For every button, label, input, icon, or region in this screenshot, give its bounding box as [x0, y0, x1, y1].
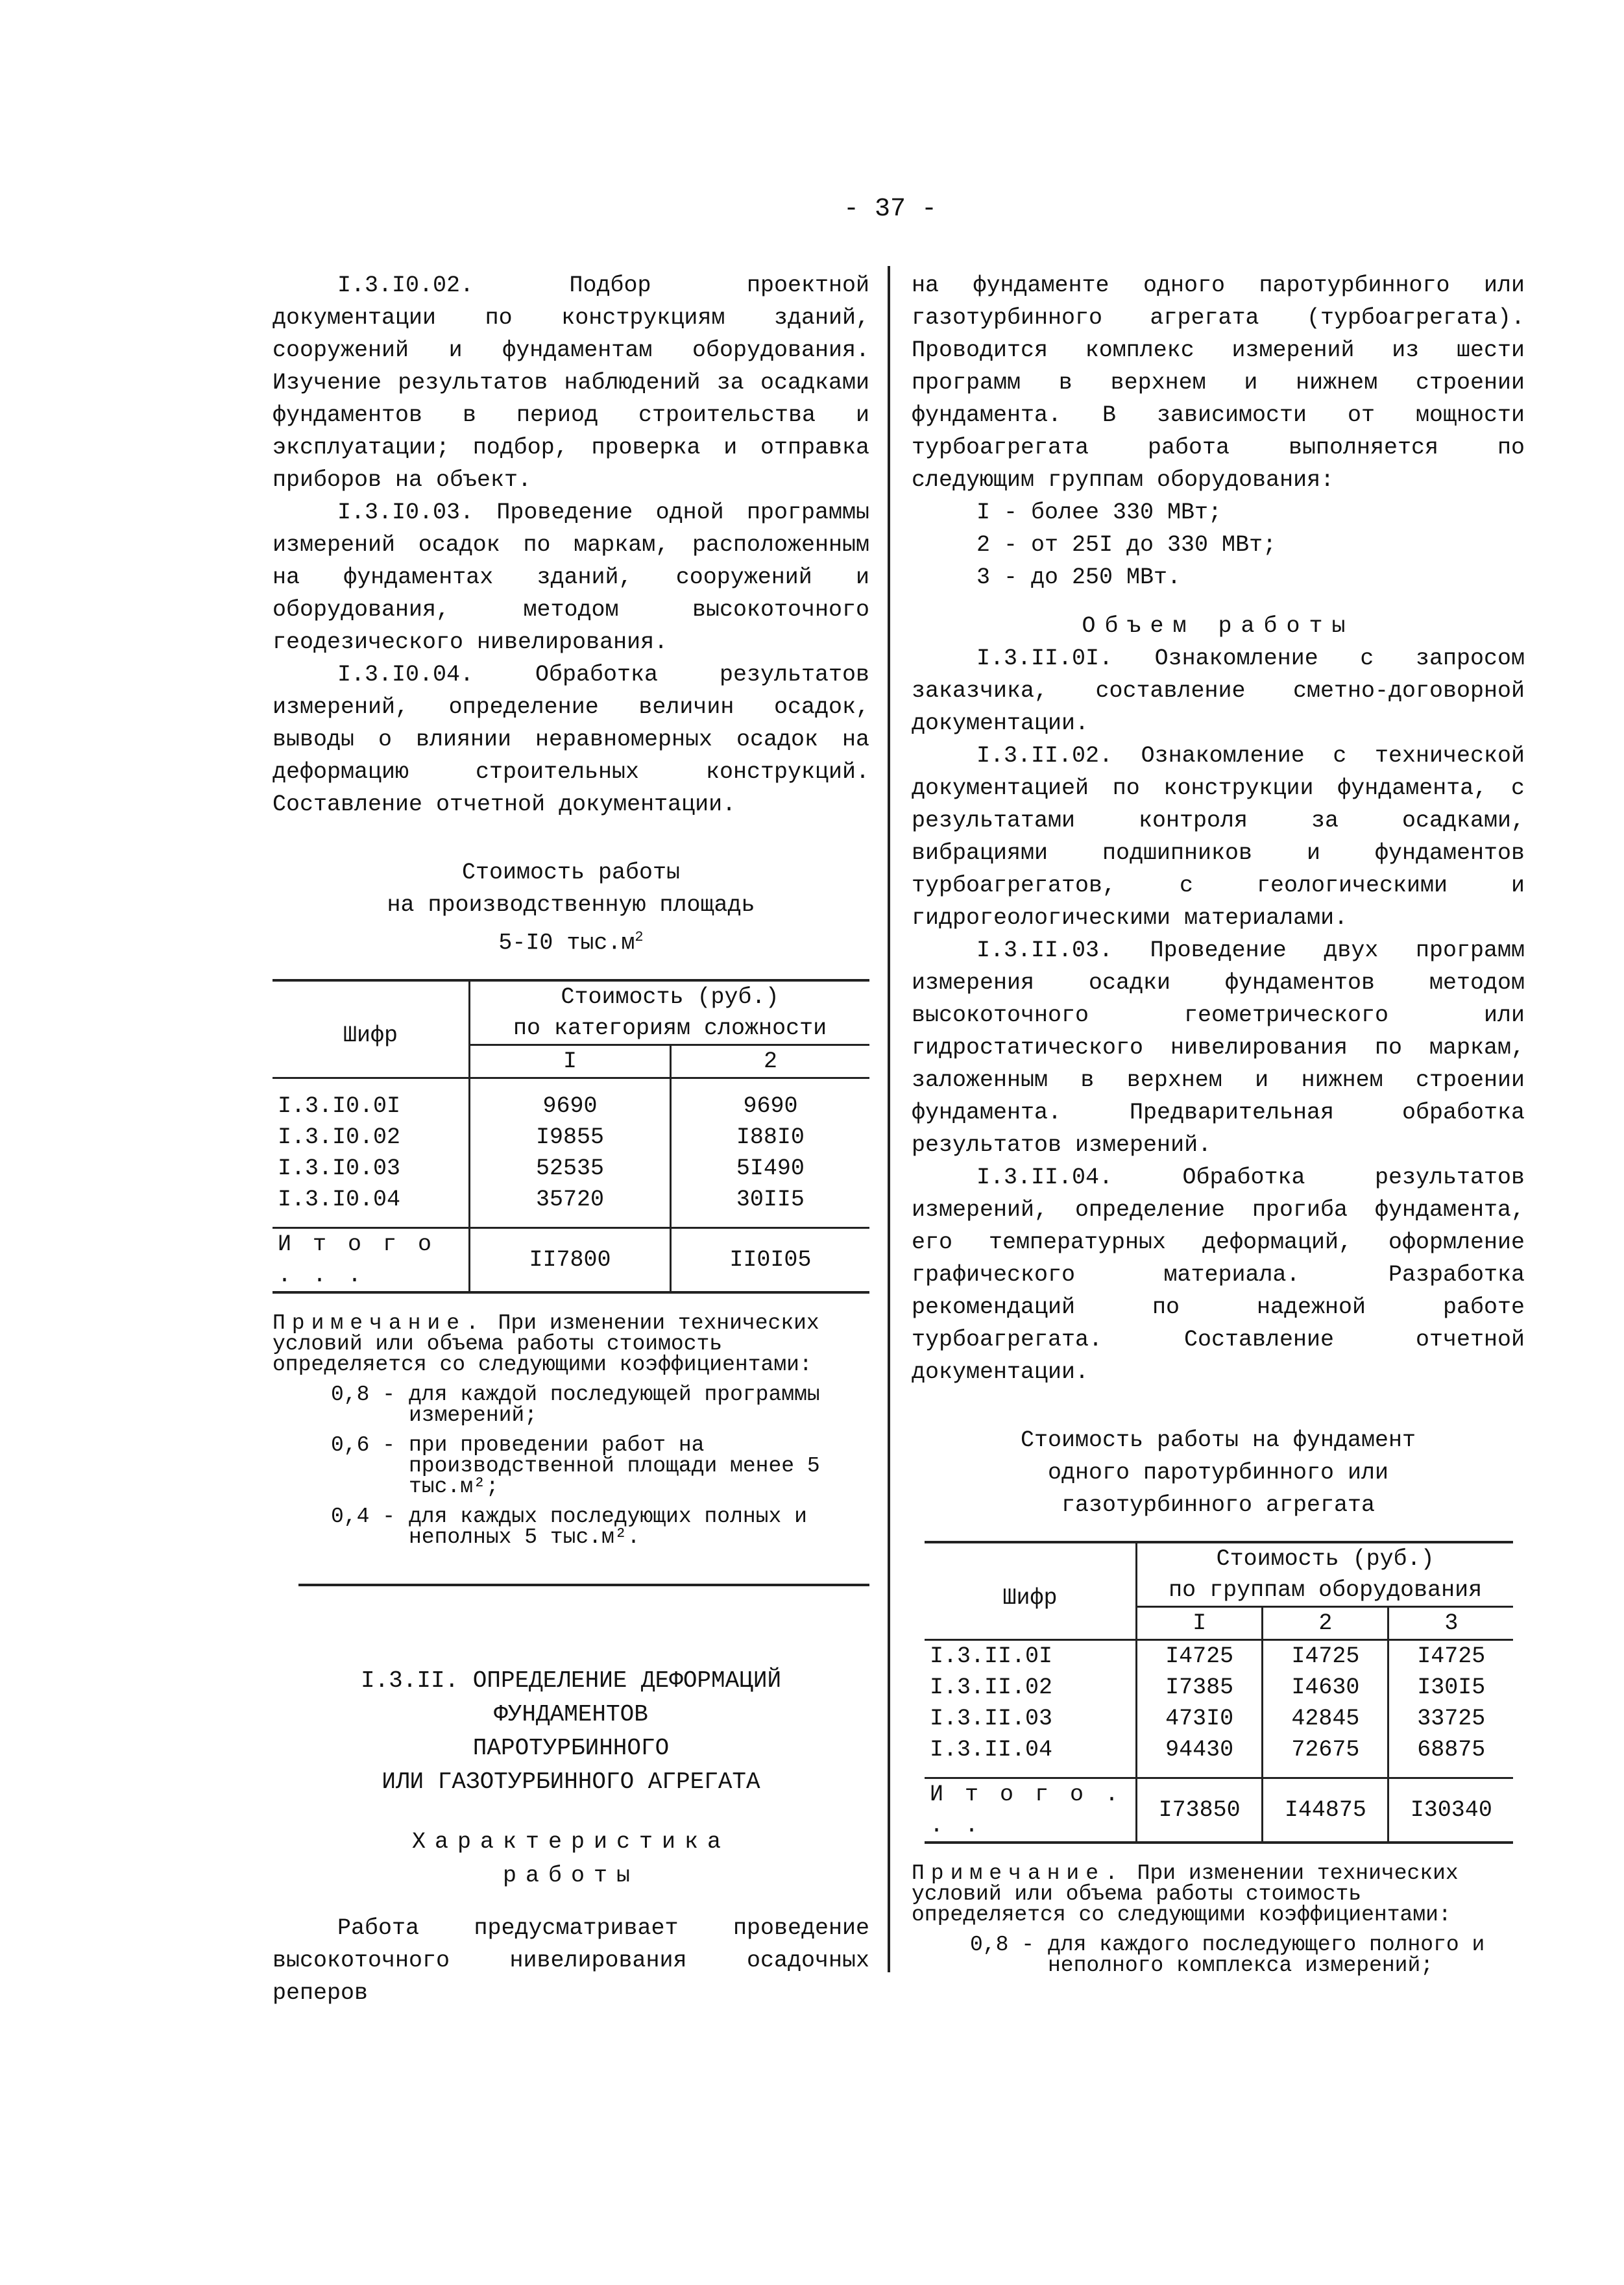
paragraph: I.3.I0.04. Обработка результатов измерений, определение величин осадок, выводы о влиянии неравномерных осадок на деформацию строительных конструкций. Составление отчетной документации.: [273, 662, 869, 817]
list-item: 2 - от 25I до 330 МВт;: [976, 532, 1277, 558]
col-header: 2: [670, 1045, 869, 1078]
header-shifr: Шифр: [343, 1022, 398, 1049]
note-head: Примечание.: [273, 1311, 485, 1335]
paragraph: I.3.I0.03. Проведение одной программы измерений осадок по маркам, расположенным на фундаментах зданий, сооружений и оборудования, методом высокоточного геодезического нивелирования.: [273, 500, 869, 655]
table-row: I.3.I0.04 35720 30II5: [273, 1184, 869, 1215]
paragraph: Работа предусматривает проведение высокоточного нивелирования осадочных реперов: [273, 1915, 869, 2006]
header-cost: [470, 980, 869, 1045]
subsection-title: Объем работы: [1082, 613, 1355, 639]
table-row: I.3.I0.0I 9690 9690: [273, 1091, 869, 1122]
paragraph: на фундаменте одного паротурбинного или газотурбинного агрегата (турбоагрегата). Проводится комплекс измерений из шести программ в верхнем и нижнем строении фундамента. В зависимости от мощности турбоагрегата работа выполняется по следующим группам оборудования:: [912, 272, 1525, 493]
note: [912, 1863, 1525, 1976]
list-item: 3 - до 250 МВт.: [976, 564, 1182, 590]
caption-line: Стоимость работы: [461, 860, 681, 886]
table-row: I.3.II.04 94430 72675 68875: [925, 1734, 1513, 1765]
col-header: I: [470, 1045, 671, 1078]
caption-line: на производственную площадь: [387, 892, 755, 918]
header-cost-sub: по категориям сложности: [513, 1015, 827, 1041]
paragraph: I.3.II.03. Проведение двух программ измерения осадки фундаментов методом высокоточного геометрического или гидростатического нивелирования по маркам, заложенным в верхнем и нижнем строении фундамента. Предварительная обработка результатов измерений.: [912, 937, 1525, 1158]
header-shifr: Шифр: [1002, 1584, 1058, 1611]
column-divider: [888, 266, 890, 1972]
table-total-row: И т о г о . . . I73850 I44875 I30340: [925, 1778, 1513, 1843]
section-title: I.3.II. ОПРЕДЕЛЕНИЕ ДЕФОРМАЦИЙ ФУНДАМЕНТОВ ПАРОТУРБИННОГО ИЛИ ГАЗОТУРБИННОГО АГРЕГАТА: [360, 1667, 782, 1795]
note-head: Примечание.: [912, 1861, 1124, 1885]
note-text: При изменении технических условий или объема работы стоимость определяется со следующими коэффициентами:: [273, 1311, 819, 1377]
section-separator: [298, 1584, 869, 1586]
header-cost-title: Стоимость (руб.): [561, 984, 779, 1010]
paragraph: I.3.II.04. Обработка результатов измерений, определение прогиба фундамента, его температурных деформаций, оформление графического материала. Разработка рекомендаций по надежной работе турбоагрегата. Составление отчетной документации.: [912, 1165, 1525, 1385]
table-row: I.3.II.03 473I0 42845 33725: [925, 1703, 1513, 1734]
table-row: I.3.II.02 I7385 I4630 I30I5: [925, 1672, 1513, 1703]
note-item: 0,8 - для каждого последующего полного и неполного комплекса измерений;: [970, 1933, 1485, 1977]
table-total-row: И т о г о . . . II7800 II0I05: [273, 1227, 869, 1292]
list-item: I - более 330 МВт;: [976, 500, 1222, 526]
paragraph: I.3.I0.02. Подбор проектной документации по конструкциям зданий, сооружений и фундаментам оборудования. Изучение результатов наблюдений за осадками фундаментов в период строительства и эксплуатации; подбор, проверка и отправка приборов на объект.: [273, 272, 869, 493]
right-column: [912, 269, 1525, 1976]
note-item: 0,6 - при проведении работ на производственной площади менее 5 тыс.м²;: [331, 1433, 820, 1499]
caption-line: 5-I0 $тыс.м^2$: [498, 929, 644, 956]
note-item: 0,4 - для каждых последующих полных и неполных 5 тыс.м².: [331, 1504, 807, 1549]
table-row: I.3.II.0I I4725 I4725 I4725: [925, 1640, 1513, 1673]
page-number: - 37 -: [843, 195, 938, 224]
table-caption: [273, 856, 869, 960]
header-cost: Стоимость (руб.) по группам оборудования: [1137, 1542, 1514, 1607]
paragraph: I.3.II.0I. Ознакомление с запросом заказчика, составление сметно-договорной документации.: [912, 646, 1525, 736]
note-text: При изменении технических условий или объема работы стоимость определяется со следующими коэффициентами:: [912, 1861, 1459, 1927]
table-row: I.3.I0.02 I9855 I88I0: [273, 1122, 869, 1153]
cost-table: Шифр Стоимость (руб.) по группам оборудования I 2 3 I.3.II.0I I4725 I4725 I4725 I.3.II.02 I7385 I4630 I30I5 I.3.II.03 473I0 42845 33725 I.3.II.04 94430 72675 68875 И т о г о . . . I73850 I44875 I30340: [925, 1541, 1513, 1844]
subsection-title: Характеристика работы: [411, 1828, 731, 1889]
left-column: [273, 269, 869, 2009]
paragraph: I.3.II.02. Ознакомление с технической документацией по конструкции фундамента, с результатами контроля за осадками, вибрациями подшипников и фундаментов турбоагрегатов, с геологическими и гидрогеологическими материалами.: [912, 743, 1525, 931]
cost-table: [273, 979, 869, 1294]
note-item: 0,8 - для каждой последующей программы измерений;: [331, 1382, 820, 1427]
table-row: I.3.I0.03 52535 5I490: [273, 1153, 869, 1184]
group-list: [912, 496, 1525, 594]
note: [273, 1313, 869, 1548]
table-caption: Стоимость работы на фундамент одного паротурбинного или газотурбинного агрегата: [1020, 1427, 1416, 1518]
